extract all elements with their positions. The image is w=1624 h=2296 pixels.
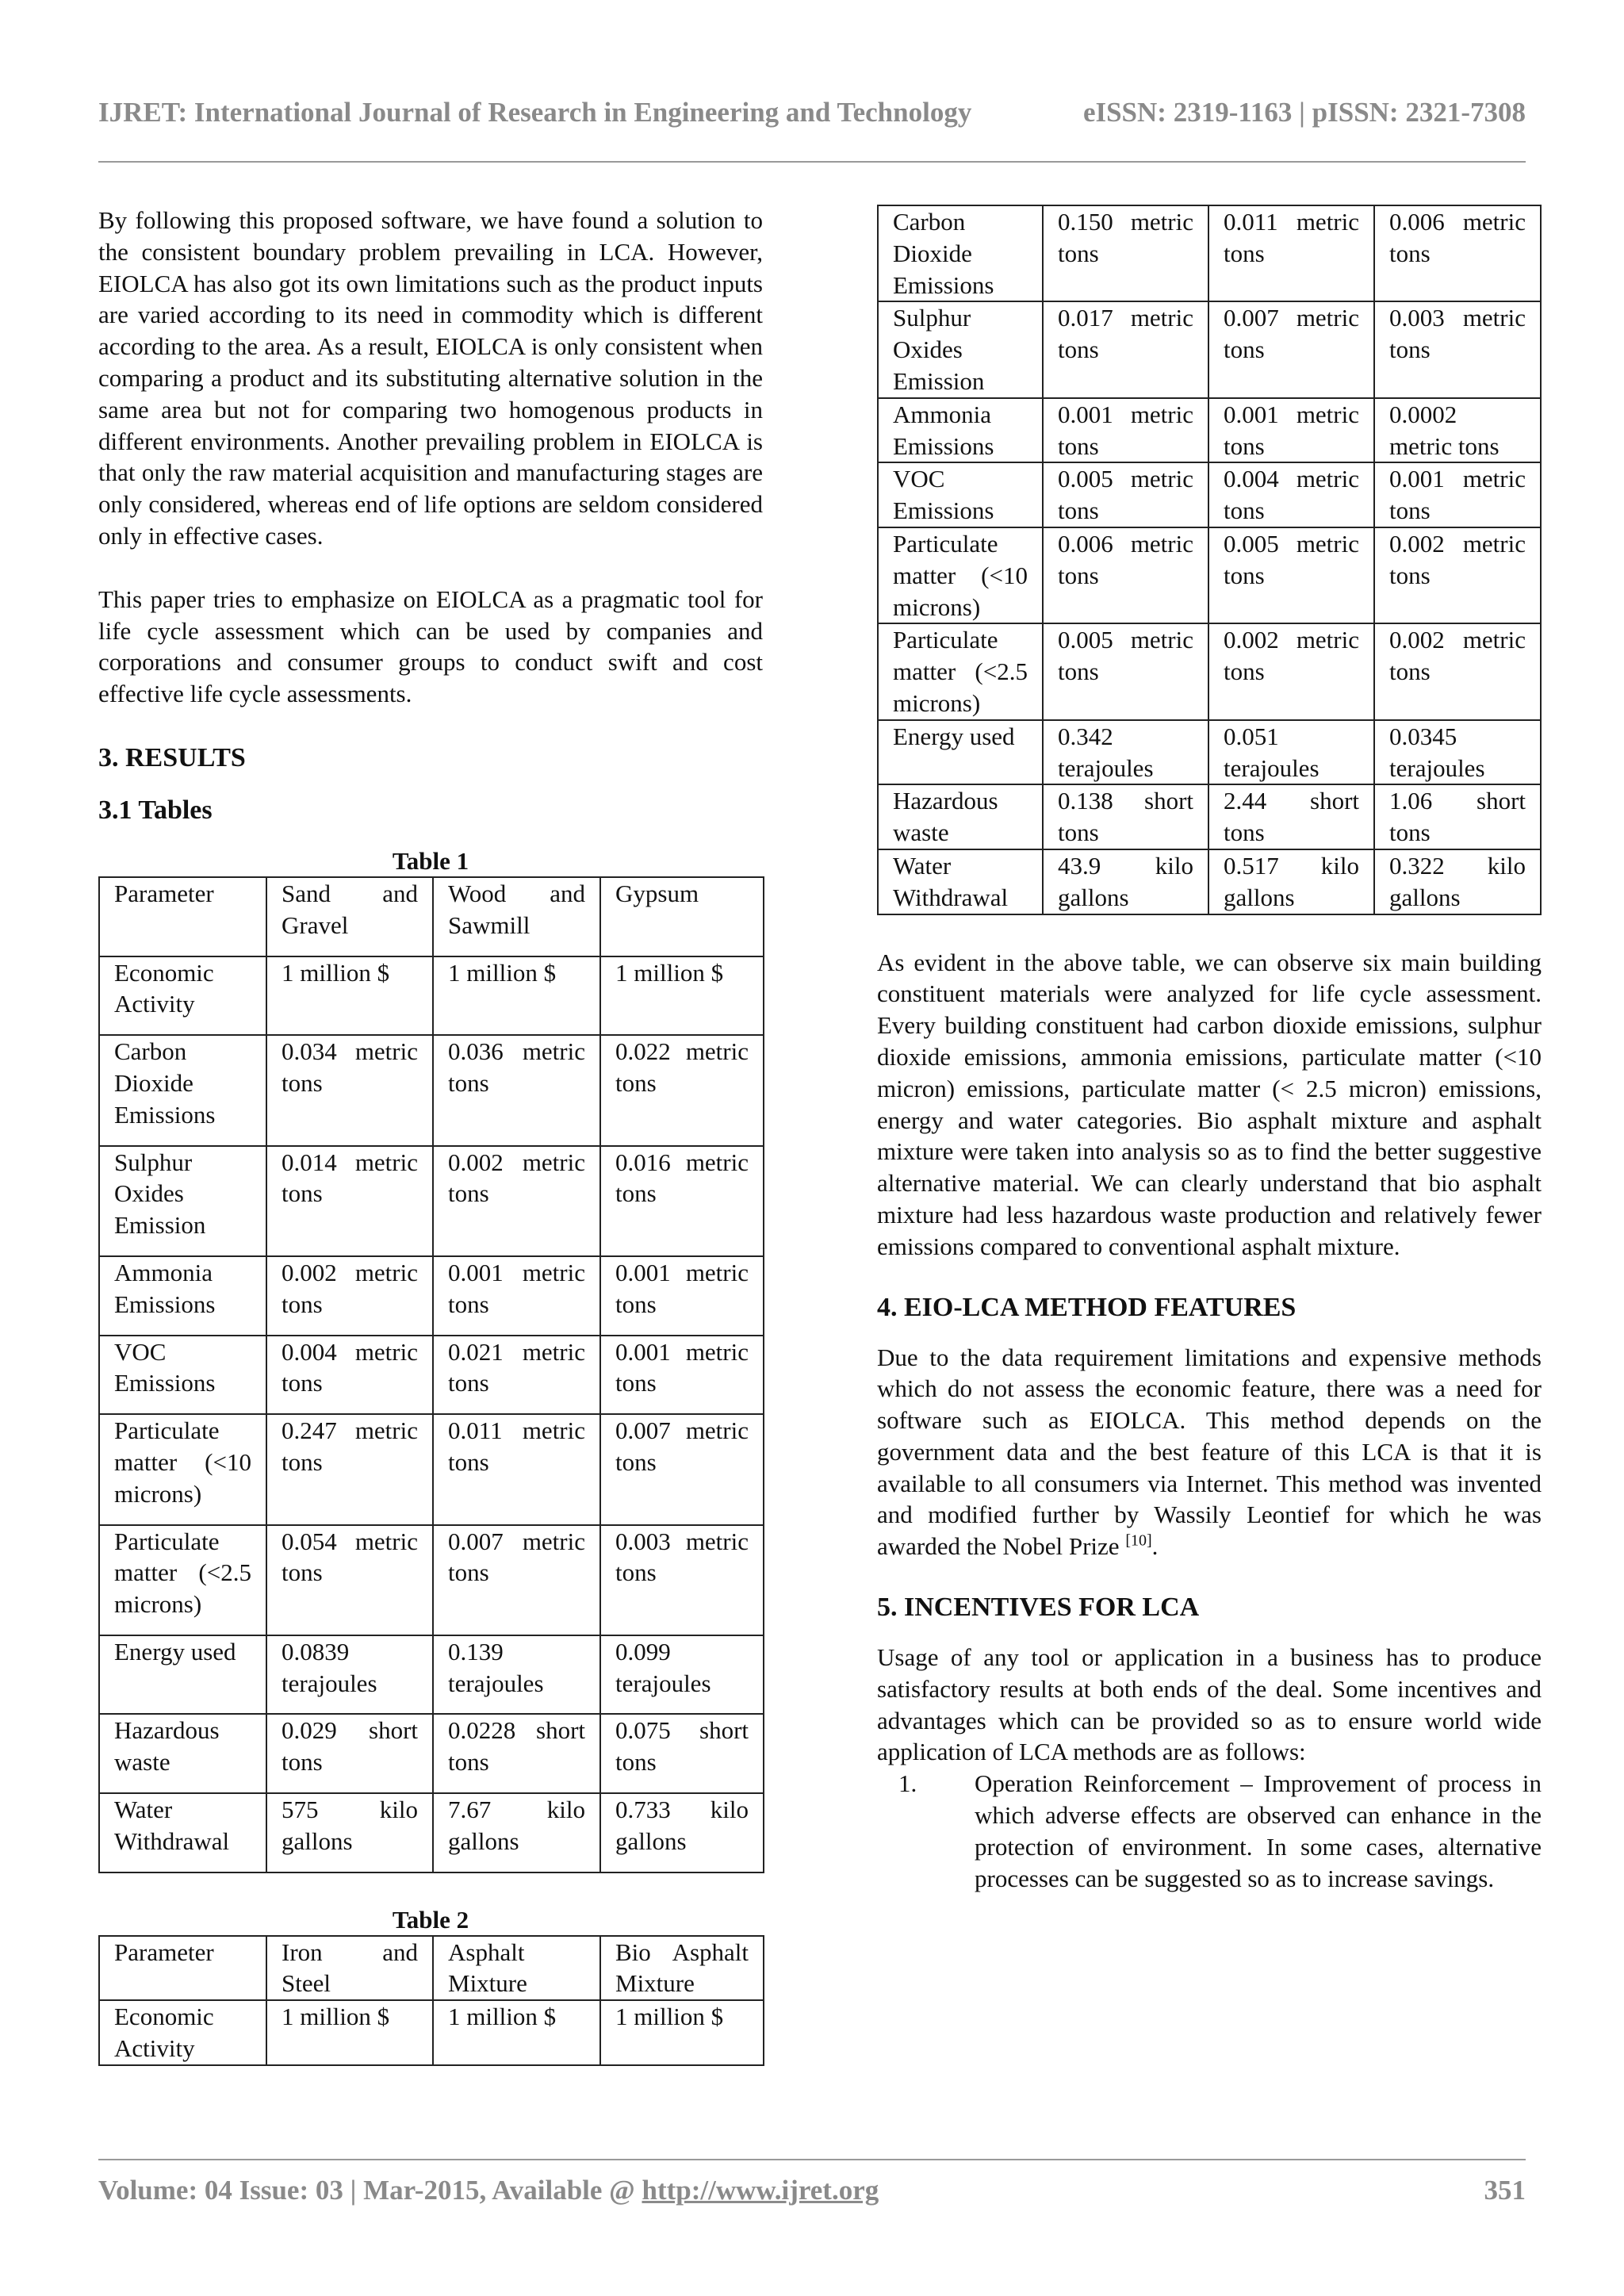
table-cell: 0.0228 short tons xyxy=(433,1714,600,1793)
table-cell: 1.06 short tons xyxy=(1374,784,1541,849)
table-cell: 1 million $ xyxy=(433,956,600,1036)
table-cell: 0.007 metric tons xyxy=(600,1414,764,1524)
table-cell: 0.001 metric tons xyxy=(600,1256,764,1336)
table-cell: 0.247 metric tons xyxy=(266,1414,433,1524)
table-header-row xyxy=(99,1936,764,2001)
table-cell: Particulate matter (<10 microns) xyxy=(99,1414,266,1524)
table-cell: 0.016 metric tons xyxy=(600,1146,764,1256)
left-column xyxy=(98,205,763,2066)
table-header-cell: Wood and Sawmill xyxy=(433,877,600,956)
table-row xyxy=(99,1035,764,1145)
table-cell: Sulphur Oxides Emission xyxy=(99,1146,266,1256)
table-header-cell: Asphalt Mixture xyxy=(433,1936,600,2001)
subsection-heading: 3.1 Tables xyxy=(98,795,213,825)
paragraph-end: . xyxy=(1151,1532,1159,1561)
table-cell: 0.051 terajoules xyxy=(1208,720,1374,785)
table-row xyxy=(878,720,1541,785)
table-cell: 1 million $ xyxy=(266,956,433,1036)
footer-volume xyxy=(98,2175,879,2206)
table-caption: Table 1 xyxy=(392,846,469,875)
table-row xyxy=(99,1793,764,1872)
table-cell: 0.054 metric tons xyxy=(266,1525,433,1635)
page-header xyxy=(98,97,1526,136)
list-text: Operation Reinforcement – Improvement of process in which adverse effects are observed can enhance in the protection of environment. In some cases, alternative processes can be suggested so as to increase savings. xyxy=(975,1769,1542,1892)
table-cell: 0.011 metric tons xyxy=(1208,205,1374,301)
table-row xyxy=(99,1525,764,1635)
paragraph: By following this proposed software, we have found a solution to the consistent boundary problem prevailing in LCA. However, EIOLCA has also got its own limitations such as the product inputs are varied according to its need in commodity which is different according to the area. As a result, EIOLCA is only consistent when comparing a product and its substituting alternative solution in the same area but not for comparing two homogenous products in different environments. Another prevailing problem in EIOLCA is that only the raw material acquisition and manufacturing stages are only considered, whereas end of life options are seldom considered only in effective cases. xyxy=(98,206,763,550)
table-cell: Energy used xyxy=(878,720,1043,785)
table-row xyxy=(878,849,1541,914)
table-row xyxy=(99,1256,764,1336)
table-row xyxy=(878,462,1541,527)
table-cell: 0.517 kilo gallons xyxy=(1208,849,1374,914)
list-number: 1. xyxy=(898,1769,917,1798)
table-cell: Particulate matter (<2.5 microns) xyxy=(878,623,1043,719)
table-cell: 0.005 metric tons xyxy=(1043,462,1208,527)
section-heading: 3. RESULTS xyxy=(98,742,246,772)
table-cell: 0.0002 metric tons xyxy=(1374,398,1541,463)
table-cell: 0.139 terajoules xyxy=(433,1635,600,1715)
page-number: 351 xyxy=(1484,2175,1526,2206)
table-cell: 0.029 short tons xyxy=(266,1714,433,1793)
table-header-cell: Parameter xyxy=(99,1936,266,2001)
table-cell: 0.099 terajoules xyxy=(600,1635,764,1715)
table-row xyxy=(99,1146,764,1256)
paragraph: Usage of any tool or application in a business has to produce satisfactory results at both ends of the deal. Some incentives and advantages which can be provided so as to ensure world wide application of LCA methods are as follows: xyxy=(877,1643,1542,1766)
table-cell: 0.150 metric tons xyxy=(1043,205,1208,301)
table-cell: 0.021 metric tons xyxy=(433,1336,600,1415)
table-cell: 0.003 metric tons xyxy=(600,1525,764,1635)
table-row xyxy=(99,1414,764,1524)
table-cell: 0.001 metric tons xyxy=(600,1336,764,1415)
table-cell: Ammonia Emissions xyxy=(878,398,1043,463)
table-cell: Carbon Dioxide Emissions xyxy=(878,205,1043,301)
table-cell: 0.034 metric tons xyxy=(266,1035,433,1145)
table-cell: 0.005 metric tons xyxy=(1043,623,1208,719)
table-row xyxy=(878,784,1541,849)
table-row xyxy=(878,205,1541,301)
journal-link[interactable]: http://www.ijret.org xyxy=(642,2175,879,2206)
table-cell: 0.007 metric tons xyxy=(433,1525,600,1635)
table-cell: 0.733 kilo gallons xyxy=(600,1793,764,1872)
volume-text: Volume: 04 Issue: 03 | Mar-2015, Available @ xyxy=(98,2175,642,2206)
table-cell: 0.001 metric tons xyxy=(1374,462,1541,527)
paragraph xyxy=(877,1342,1542,1563)
table-cell: 1 million $ xyxy=(600,956,764,1036)
table-cell: 0.322 kilo gallons xyxy=(1374,849,1541,914)
table-row xyxy=(99,1336,764,1415)
table-cell: 0.036 metric tons xyxy=(433,1035,600,1145)
table-cell: Sulphur Oxides Emission xyxy=(878,301,1043,397)
table-cell: 0.342 terajoules xyxy=(1043,720,1208,785)
table-row xyxy=(99,2000,764,2065)
table-cell: 0.006 metric tons xyxy=(1374,205,1541,301)
table-cell: 0.004 metric tons xyxy=(266,1336,433,1415)
section-heading: 4. EIO-LCA METHOD FEATURES xyxy=(877,1292,1297,1322)
table-cell: Particulate matter (<2.5 microns) xyxy=(99,1525,266,1635)
table-cell: VOC Emissions xyxy=(878,462,1043,527)
table-row xyxy=(878,301,1541,397)
footer-rule xyxy=(98,2159,1526,2160)
table-header-cell: Bio Asphalt Mixture xyxy=(600,1936,764,2001)
table-cell: 0.022 metric tons xyxy=(600,1035,764,1145)
table-cell: 7.67 kilo gallons xyxy=(433,1793,600,1872)
table-cell: Economic Activity xyxy=(99,2000,266,2065)
right-column xyxy=(877,205,1542,1894)
paragraph: This paper tries to emphasize on EIOLCA as a pragmatic tool for life cycle assessment which can be used by companies and corporations and consumer groups to conduct swift and cost effective life cycle assessments. xyxy=(98,585,763,708)
table-cell: Particulate matter (<10 microns) xyxy=(878,527,1043,623)
table-1 xyxy=(98,876,764,1873)
table-cell: 0.075 short tons xyxy=(600,1714,764,1793)
table-cell: 0.005 metric tons xyxy=(1208,527,1374,623)
table-cell: 0.014 metric tons xyxy=(266,1146,433,1256)
table-header-cell: Iron and Steel xyxy=(266,1936,433,2001)
table-cell: 0.006 metric tons xyxy=(1043,527,1208,623)
table-row xyxy=(99,1635,764,1715)
table-cell: 0.003 metric tons xyxy=(1374,301,1541,397)
table-row xyxy=(99,956,764,1036)
paragraph-text: Due to the data requirement limitations and expensive methods which do not assess the economic feature, there was a need for software such as EIOLCA. This method depends on the government data and the best feature of this LCA is that it is available to all consumers via Internet. This method was invented and modified further by Wassily Leontief for which he was awarded the Nobel Prize xyxy=(877,1343,1542,1561)
issn: eISSN: 2319-1163 | pISSN: 2321-7308 xyxy=(1082,97,1526,128)
table-cell: 0.001 metric tons xyxy=(1208,398,1374,463)
table-row xyxy=(878,623,1541,719)
table-cell: Water Withdrawal xyxy=(99,1793,266,1872)
header-rule xyxy=(98,161,1526,163)
table-cell: 1 million $ xyxy=(600,2000,764,2065)
table-header-cell: Parameter xyxy=(99,877,266,956)
table-cell: Hazardous waste xyxy=(99,1714,266,1793)
table-cell: 0.002 metric tons xyxy=(266,1256,433,1336)
page-footer xyxy=(98,2175,1526,2214)
table-cell: 0.004 metric tons xyxy=(1208,462,1374,527)
table-cell: Hazardous waste xyxy=(878,784,1043,849)
table-cell: Ammonia Emissions xyxy=(99,1256,266,1336)
table-cell: 0.138 short tons xyxy=(1043,784,1208,849)
incentives-list xyxy=(877,1768,1542,1894)
journal-title: IJRET: International Journal of Research in Engineering and Technology xyxy=(98,97,972,128)
table-cell: 0.002 metric tons xyxy=(1208,623,1374,719)
table-header-cell: Gypsum xyxy=(600,877,764,956)
table-cell: 0.007 metric tons xyxy=(1208,301,1374,397)
citation: [10] xyxy=(1125,1531,1152,1550)
table-cell: 0.011 metric tons xyxy=(433,1414,600,1524)
table-row xyxy=(878,527,1541,623)
table-row xyxy=(878,398,1541,463)
table-cell: VOC Emissions xyxy=(99,1336,266,1415)
table-cell: 2.44 short tons xyxy=(1208,784,1374,849)
table-cell: 0.002 metric tons xyxy=(433,1146,600,1256)
table-cell: Energy used xyxy=(99,1635,266,1715)
table-cell: 0.0839 terajoules xyxy=(266,1635,433,1715)
table-cell: 0.002 metric tons xyxy=(1374,527,1541,623)
table-header-row xyxy=(99,877,764,956)
table-cell: 0.002 metric tons xyxy=(1374,623,1541,719)
table-cell: 1 million $ xyxy=(433,2000,600,2065)
table-cell: 0.001 metric tons xyxy=(1043,398,1208,463)
table-2-part-2 xyxy=(877,205,1542,915)
table-cell: 575 kilo gallons xyxy=(266,1793,433,1872)
table-2-part-1 xyxy=(98,1935,764,2066)
paragraph: As evident in the above table, we can observe six main building constituent materials were analyzed for life cycle assessment. Every building constituent had carbon dioxide emissions, sulphur dioxide emissions, ammonia emissions, particulate matter (<10 micron) emissions, particulate matter (< 2.5 micron) emissions, energy and water categories. Bio asphalt mixture and asphalt mixture were taken into analysis so as to find the better suggestive alternative material. We can clearly understand that bio asphalt mixture had less hazardous waste production and relatively fewer emissions compared to conventional asphalt mixture. xyxy=(877,948,1542,1260)
table-cell: 1 million $ xyxy=(266,2000,433,2065)
table-cell: 0.0345 terajoules xyxy=(1374,720,1541,785)
table-caption: Table 2 xyxy=(392,1905,469,1934)
table-cell: Economic Activity xyxy=(99,956,266,1036)
table-header-cell: Sand and Gravel xyxy=(266,877,433,956)
table-cell: 43.9 kilo gallons xyxy=(1043,849,1208,914)
table-cell: Carbon Dioxide Emissions xyxy=(99,1035,266,1145)
table-cell: 0.001 metric tons xyxy=(433,1256,600,1336)
table-cell: Water Withdrawal xyxy=(878,849,1043,914)
table-row xyxy=(99,1714,764,1793)
table-cell: 0.017 metric tons xyxy=(1043,301,1208,397)
list-item xyxy=(877,1768,1542,1894)
section-heading: 5. INCENTIVES FOR LCA xyxy=(877,1593,1200,1623)
